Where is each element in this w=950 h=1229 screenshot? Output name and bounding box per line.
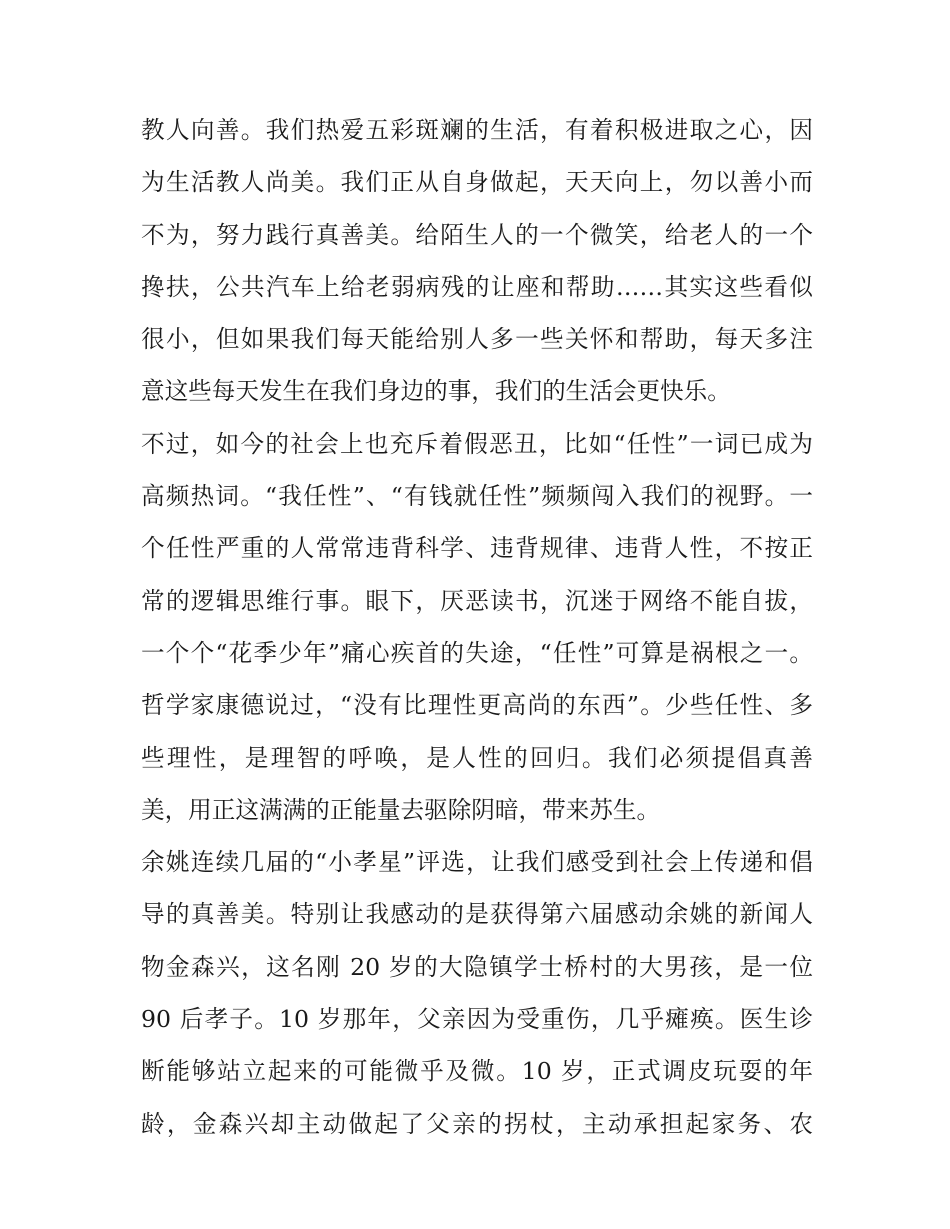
text-line: 余姚连续几届的“小孝星”评选，让我们感受到社会上传递和倡: [141, 848, 813, 877]
text-line: 些理性，是理智的呼唤，是人性的回归。我们必须提倡真善: [141, 743, 813, 772]
text-line: 很小，但如果我们每天能给别人多一些关怀和帮助，每天多注: [141, 325, 813, 354]
text-line: 意这些每天发生在我们身边的事，我们的生活会更快乐。: [141, 377, 731, 406]
text-line: 为生活教人尚美。我们正从自身做起，天天向上，勿以善小而: [141, 168, 813, 197]
text-line: 龄，金森兴却主动做起了父亲的拐杖，主动承担起家务、农: [141, 1109, 813, 1138]
text-line: 物金森兴，这名刚 20 岁的大隐镇学士桥村的大男孩，是一位: [141, 952, 813, 981]
text-line: 常的逻辑思维行事。眼下，厌恶读书，沉迷于网络不能自拔，: [141, 586, 813, 615]
text-line: 断能够站立起来的可能微乎及微。10 岁，正式调皮玩耍的年: [141, 1057, 813, 1086]
text-line: 搀扶，公共汽车上给老弱病残的让座和帮助……其实这些看似: [141, 272, 813, 301]
text-line: 一个个“花季少年”痛心疾首的失途，“任性”可算是祸根之一。: [141, 638, 813, 667]
text-line: 不过，如今的社会上也充斥着假恶丑，比如“任性”一词已成为: [141, 429, 813, 458]
text-line: 哲学家康德说过，“没有比理性更高尚的东西”。少些任性、多: [141, 691, 813, 720]
text-line: 美，用正这满满的正能量去驱除阴暗，带来苏生。: [141, 795, 661, 824]
text-line: 教人向善。我们热爱五彩斑斓的生活，有着积极进取之心，因: [141, 116, 813, 144]
document-body: [141, 104, 813, 1150]
paragraph-2: [141, 418, 813, 836]
text-line: 导的真善美。特别让我感动的是获得第六届感动余姚的新闻人: [141, 900, 813, 929]
text-line: 90 后孝子。10 岁那年，父亲因为受重伤，几乎瘫痪。医生诊: [141, 1005, 813, 1034]
paragraph-3: [141, 836, 813, 1150]
paragraph-1: [141, 104, 813, 418]
text-line: 不为，努力践行真善美。给陌生人的一个微笑，给老人的一个: [141, 220, 813, 249]
text-line: 个任性严重的人常常违背科学、违背规律、违背人性，不按正: [141, 534, 813, 563]
text-line: 高频热词。“我任性”、“有钱就任性”频频闯入我们的视野。一: [141, 482, 813, 511]
